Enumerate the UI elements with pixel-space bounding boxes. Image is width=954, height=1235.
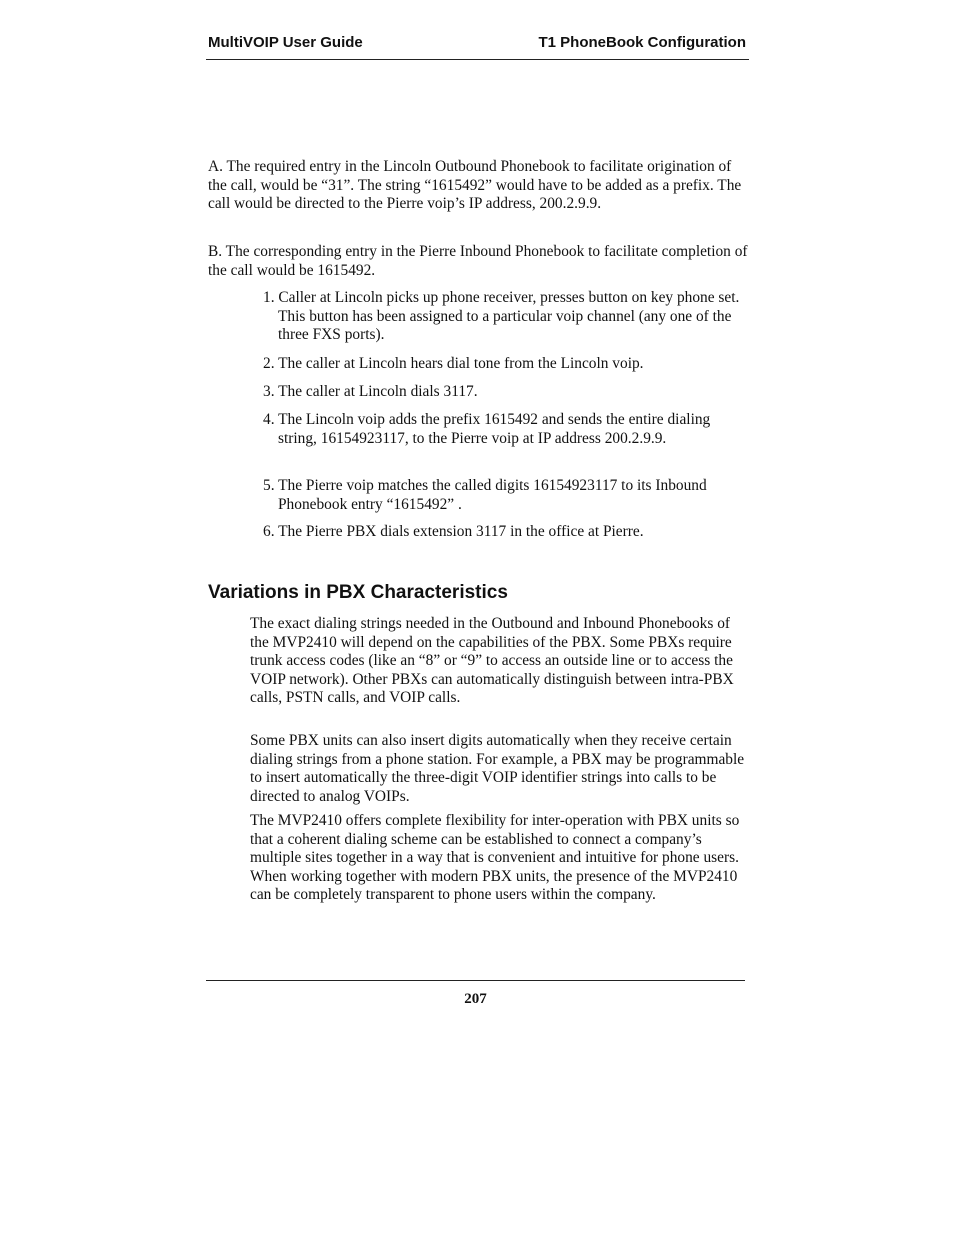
step-6: 6. The Pierre PBX dials extension 3117 in the office at Pierre.: [263, 523, 644, 540]
section-paragraph: Some PBX units can also insert digits automatically when they receive certain dialing strings from a phone station. For example, a PBX may be programmable to insert automatically the three-digit VOIP identifier strings into calls to be directed to analog VOIPs.: [250, 732, 745, 805]
section-heading: Variations in PBX Characteristics: [208, 582, 508, 603]
section-paragraph: The exact dialing strings needed in the Outbound and Inbound Phonebooks of the MVP2410 will depend on the capabilities of the PBX. Some PBXs require trunk access codes (like an “8” or “9” to access an outside line or to access the VOIP network). Other PBXs can automatically distinguish between intra-PBX calls, PSTN calls, and VOIP calls.: [250, 615, 734, 707]
paragraph-b: B. The corresponding entry in the Pierre Inbound Phonebook to facilitate completion of the call would be 1615492.: [208, 243, 748, 279]
header-section-title: T1 PhoneBook Configuration: [538, 34, 746, 51]
step-3: 3. The caller at Lincoln dials 3117.: [263, 383, 478, 400]
page-header: [206, 31, 749, 60]
section-paragraph: The MVP2410 offers complete flexibility for inter-operation with PBX units so that a coherent dialing scheme can be established to connect a company’s multiple sites together in a way that is convenient and intuitive for phone users. When working together with modern PBX units, the presence of the MVP2410 can be completely transparent to phone users within the company.: [250, 812, 740, 904]
footer-divider: [206, 980, 745, 981]
step-1: 1. Caller at Lincoln picks up phone receiver, presses button on key phone set. This button has been assigned to a particular voip channel (any one of the three FXS ports).: [263, 289, 740, 344]
step-2: 2. The caller at Lincoln hears dial tone from the Lincoln voip.: [263, 355, 644, 372]
step-4: 4. The Lincoln voip adds the prefix 1615492 and sends the entire dialing string, 16154923117, to the Pierre voip at IP address 200.2.9.9.: [263, 411, 711, 447]
page-number: 207: [464, 991, 487, 1007]
header-guide-title: MultiVOIP User Guide: [208, 34, 363, 51]
paragraph-a: A. The required entry in the Lincoln Outbound Phonebook to facilitate origination of the call, would be “31”. The string “1615492” would have to be added as a prefix. The call would be directed to the Pierre voip’s IP address, 200.2.9.9.: [208, 158, 742, 213]
step-5: 5. The Pierre voip matches the called digits 16154923117 to its Inbound Phonebook entry “1615492” .: [263, 477, 707, 513]
